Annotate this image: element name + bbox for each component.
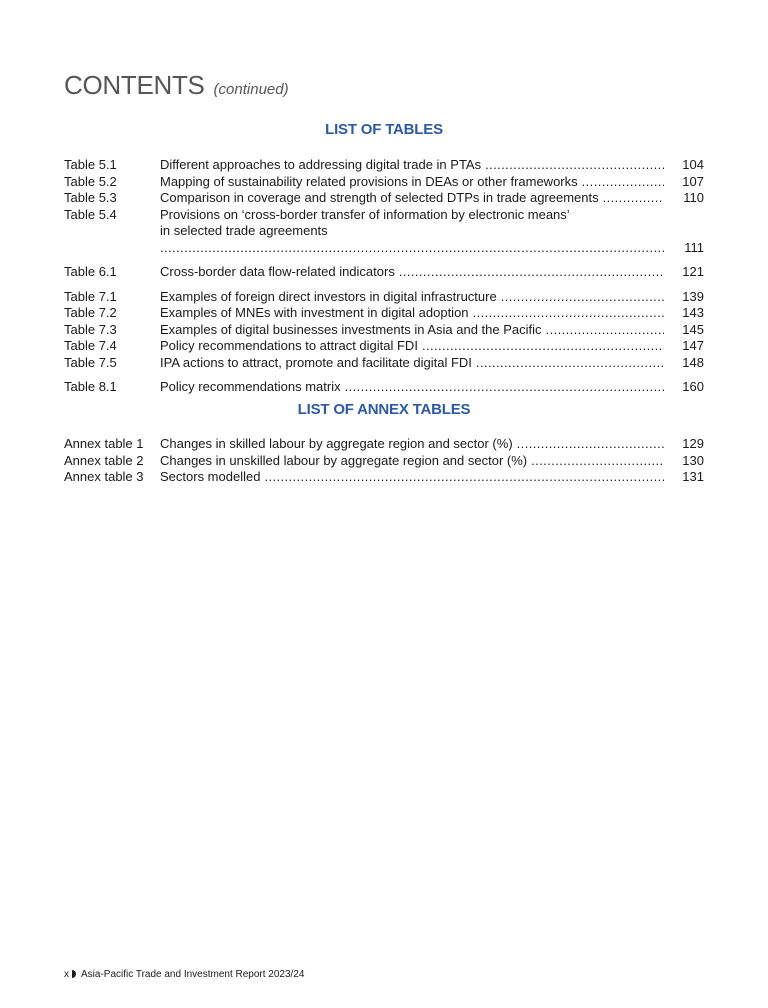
- toc-entry-label: Table 7.4: [64, 338, 117, 353]
- toc-entry-title: Mapping of sustainability related provisions in DEAs or other frameworks .....: [160, 174, 664, 191]
- toc-entry-label: Table 5.3: [64, 190, 117, 205]
- toc-entry-title: Examples of digital businesses investments in Asia and the Pacific .....: [160, 322, 664, 339]
- toc-entry-page: 131: [682, 469, 704, 484]
- toc-entry-table-5-1[interactable]: [64, 157, 704, 174]
- toc-entry-label: Annex table 2: [64, 452, 144, 468]
- footer-folio: x: [64, 969, 69, 980]
- toc-entry-table-7-1[interactable]: [64, 289, 704, 306]
- page-footer: [64, 969, 304, 980]
- toc-entry-annex-table-3[interactable]: [64, 469, 704, 486]
- toc-entry-table-7-4[interactable]: [64, 338, 704, 355]
- toc-entry-table-7-5[interactable]: [64, 355, 704, 372]
- toc-entry-title: Changes in unskilled labour by aggregate region and sector (%) .....: [160, 453, 664, 470]
- toc-entry-title: Policy recommendations to attract digital FDI .....: [160, 338, 664, 355]
- toc-entry-label: Table 8.1: [64, 379, 117, 394]
- toc-entry-page: 121: [682, 264, 704, 279]
- toc-entry-table-8-1[interactable]: [64, 379, 704, 396]
- toc-entry-title: Examples of foreign direct investors in digital infrastructure .....: [160, 289, 664, 306]
- footer-running-title: Asia-Pacific Trade and Investment Report 2023/24: [81, 969, 305, 980]
- toc-entry-label: Table 7.3: [64, 321, 117, 337]
- half-circle-separator-icon: [72, 970, 76, 978]
- toc-entry-page: 139: [682, 288, 704, 304]
- list-of-annex-tables: [64, 436, 704, 486]
- toc-entry-page: 143: [682, 305, 704, 320]
- toc-entry-page: 111: [684, 239, 704, 255]
- toc-entry-annex-table-2[interactable]: [64, 453, 704, 470]
- toc-entry-table-5-4[interactable]: [64, 207, 704, 257]
- toc-entry-title: Comparison in coverage and strength of selected DTPs in trade agreements .....: [160, 190, 664, 207]
- toc-entry-label: Table 6.1: [64, 264, 117, 279]
- toc-entry-page: 130: [682, 452, 704, 468]
- toc-entry-title: Cross-border data flow-related indicators .....: [160, 264, 664, 281]
- toc-entry-page: 110: [683, 190, 704, 205]
- toc-entry-label: Table 7.2: [64, 305, 117, 320]
- toc-entry-page: 148: [682, 354, 704, 370]
- toc-entry-title: Provisions on ‘cross-border transfer of information by electronic means’ in selected trade agreements .....: [160, 207, 664, 257]
- page-title: [64, 70, 289, 101]
- toc-entry-page: 107: [682, 173, 704, 189]
- toc-entry-title: Examples of MNEs with investment in digital adoption .....: [160, 305, 664, 322]
- toc-entry-title: Sectors modelled .....: [160, 469, 664, 486]
- toc-entry-table-5-2[interactable]: [64, 174, 704, 191]
- page-title-main: CONTENTS: [64, 70, 205, 100]
- page-title-continued: (continued): [213, 81, 289, 98]
- toc-entry-title: IPA actions to attract, promote and facilitate digital FDI .....: [160, 355, 664, 372]
- toc-entry-label: Table 5.2: [64, 173, 117, 189]
- list-of-tables-heading: LIST OF TABLES: [325, 121, 443, 138]
- toc-entry-label: Annex table 3: [64, 469, 144, 484]
- toc-entry-title: Changes in skilled labour by aggregate region and sector (%) .....: [160, 436, 664, 453]
- toc-entry-page: 145: [682, 321, 704, 337]
- toc-entry-page: 147: [682, 338, 704, 353]
- toc-entry-page: 129: [682, 436, 704, 451]
- toc-entry-table-6-1[interactable]: [64, 264, 704, 281]
- toc-entry-page: 104: [682, 157, 704, 172]
- toc-entry-title: Policy recommendations matrix .....: [160, 379, 664, 396]
- toc-entry-table-5-3[interactable]: [64, 190, 704, 207]
- toc-entry-label: Annex table 1: [64, 436, 144, 451]
- toc-entry-page: 160: [682, 379, 704, 394]
- toc-entry-annex-table-1[interactable]: [64, 436, 704, 453]
- list-of-annex-tables-heading: LIST OF ANNEX TABLES: [297, 401, 471, 418]
- toc-entry-title: Different approaches to addressing digital trade in PTAs .....: [160, 157, 664, 174]
- toc-entry-table-7-3[interactable]: [64, 322, 704, 339]
- toc-entry-label: Table 5.1: [64, 157, 117, 172]
- toc-entry-label: Table 7.1: [64, 288, 117, 304]
- toc-entry-table-7-2[interactable]: [64, 305, 704, 322]
- list-of-tables: [64, 157, 704, 396]
- toc-entry-label: Table 7.5: [64, 354, 117, 370]
- toc-entry-label: Table 5.4: [64, 206, 117, 222]
